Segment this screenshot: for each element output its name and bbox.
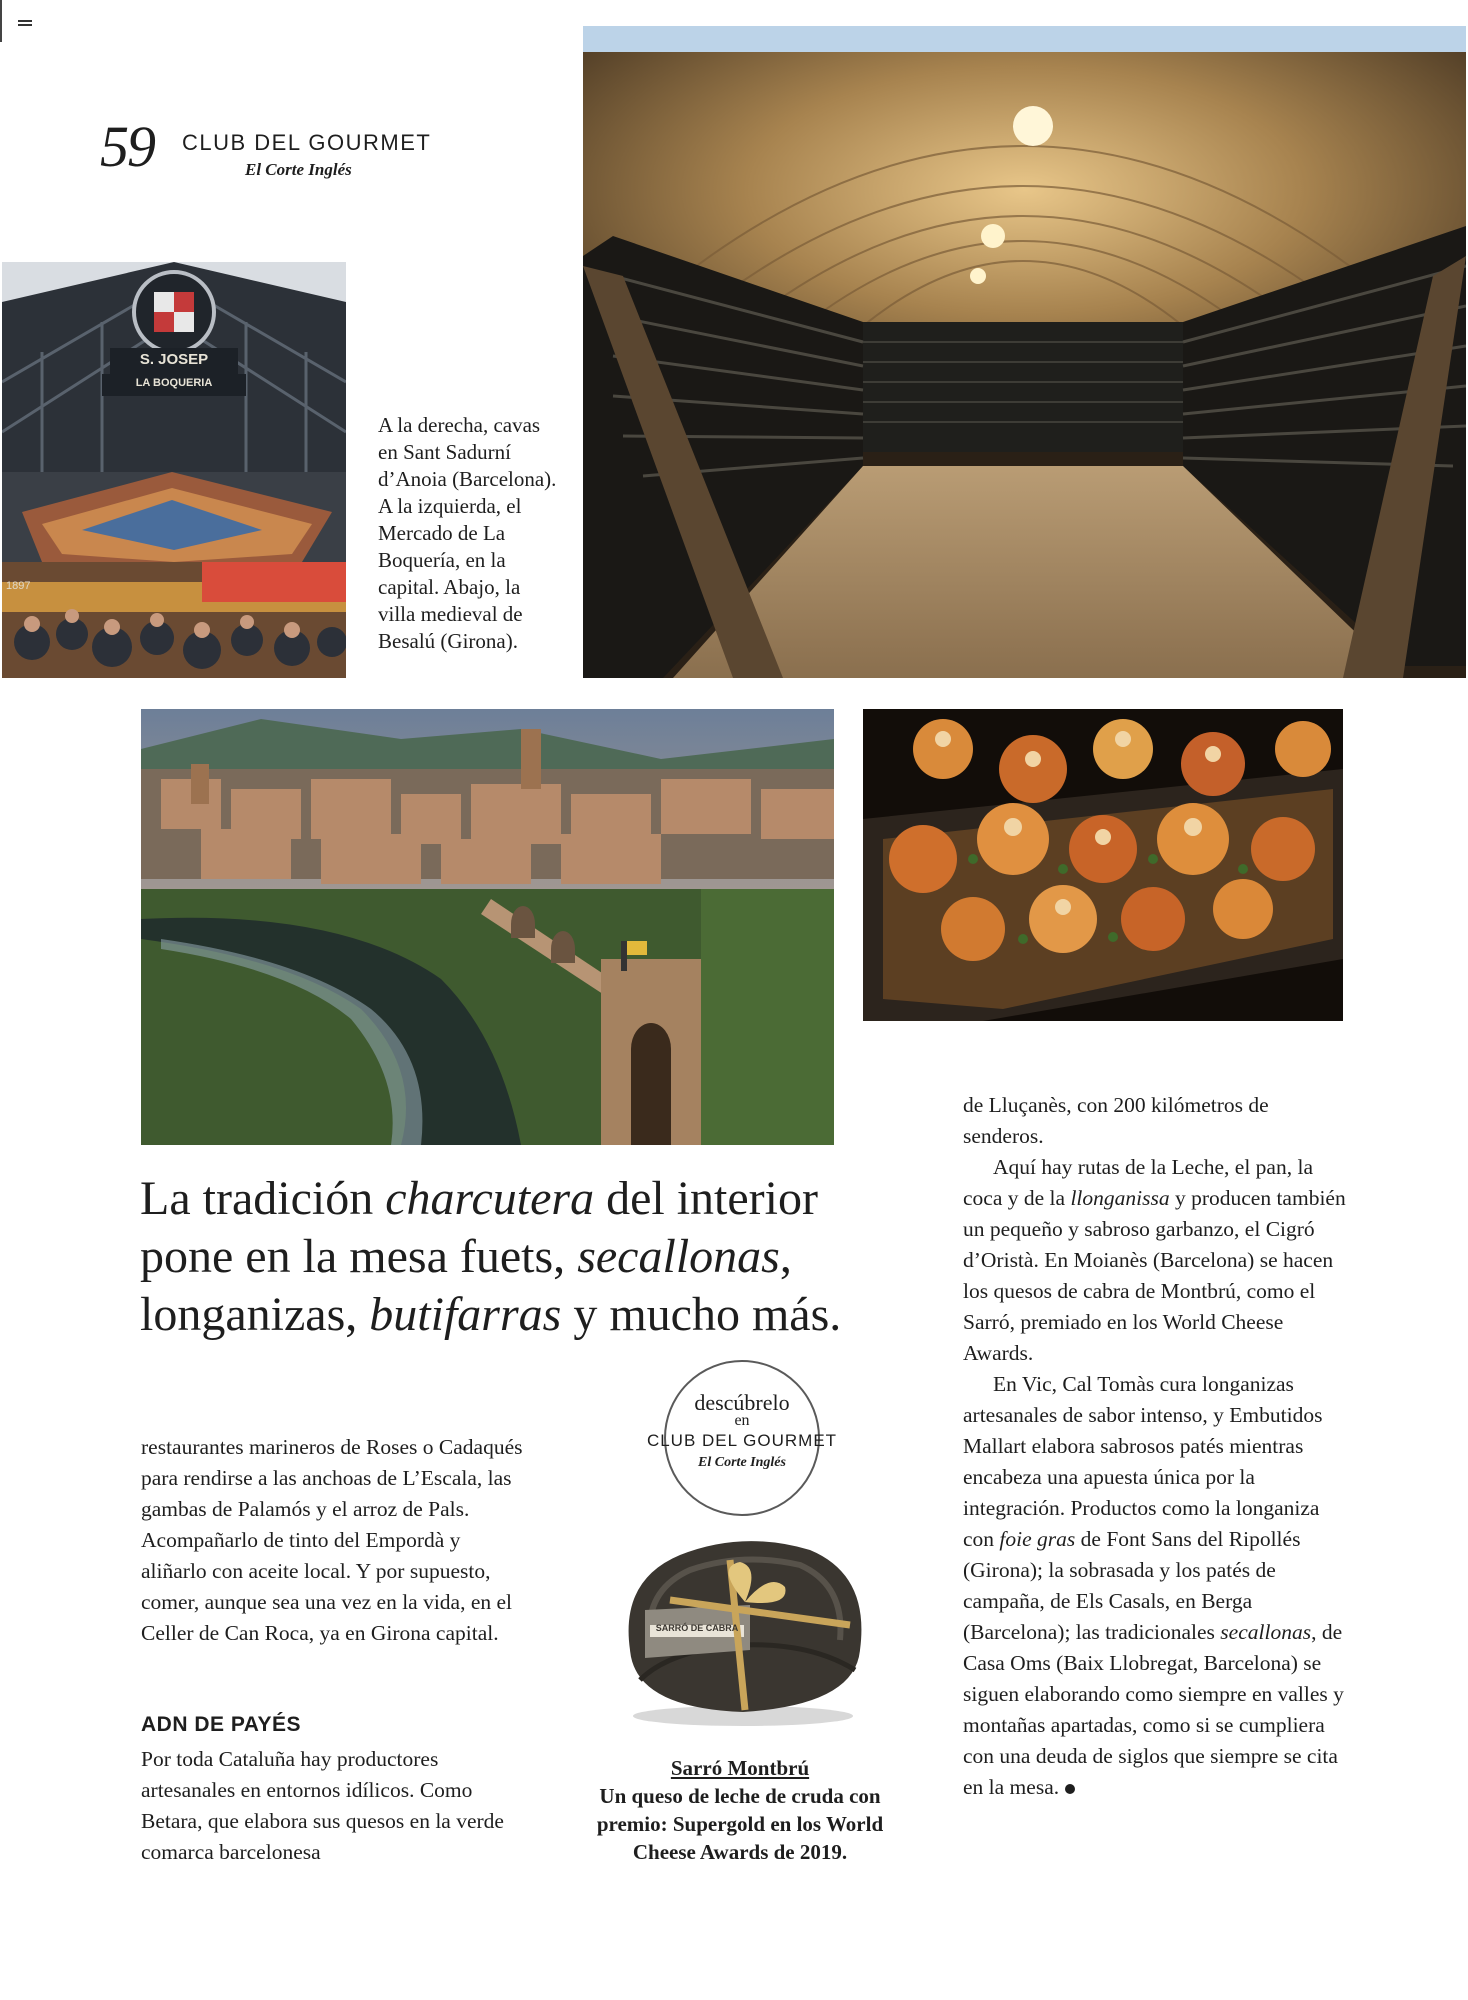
menu-icon[interactable] (18, 20, 32, 30)
club-title: CLUB DEL GOURMET (182, 130, 432, 155)
italic-run: secallonas (1220, 1620, 1312, 1644)
headline-italic2: secallonas (577, 1230, 780, 1283)
body-column-right (963, 1090, 1353, 1803)
besalu-village-photo (141, 709, 834, 1145)
text-run: y producen también un pequeño y sabroso garbanzo, el Cigró d’Oristà. En Moianès (Barcelona) se hacen los quesos de cabra de Montbrú, como el Sarró, premiado en los World Cheese Awards. (963, 1186, 1346, 1365)
badge-brand: El Corte Inglés (698, 1455, 786, 1470)
body-column-left (141, 1432, 531, 1649)
body-paragraph: restaurantes marineros de Roses o Cadaqués para rendirse a las anchoas de L’Escala, las gambas de Palamós y el arroz de Pals. Acompañarlo de tinto del Empordà y aliñarlo con aceite local. Y por supuesto, comer, aunque sea una vez en la vida, en el Celler de Can Roca, ya en Girona capital. (141, 1435, 523, 1645)
headline-part4: y mucho más. (561, 1288, 842, 1341)
page-number: 59 (100, 114, 154, 179)
body-paragraph (963, 1369, 1353, 1803)
tapas-tray-photo (863, 709, 1343, 1021)
page-edge-rule (0, 0, 2, 42)
sarro-cheese-photo (610, 1530, 876, 1730)
badge-en-text: en (734, 1412, 750, 1429)
photo-caption: A la derecha, cavas en Sant Sadurní d’Anoia (Barcelona). A la izquierda, el Mercado de La Boquería, en la capital. Abajo, la villa medieval de Besalú (Girona). (378, 413, 557, 653)
body-column-left-2 (141, 1744, 531, 1868)
body-paragraph: Por toda Cataluña hay productores artesanales en entornos idílicos. Como Betara, que elabora sus quesos en la verde comarca barcelonesa (141, 1747, 504, 1864)
italic-run: llonganissa (1070, 1186, 1170, 1210)
boqueria-market-photo (2, 262, 346, 678)
cheese-label: SARRÓ DE CABRA (655, 1623, 739, 1633)
end-mark (1065, 1784, 1075, 1794)
headline-italic1: charcutera (385, 1172, 595, 1225)
headline-part1: La tradición (140, 1172, 386, 1225)
text-run: , de Casa Oms (Baix Llobregat, Barcelona) se siguen elaborando como siempre en valles y montañas apartadas, como si se cumpliera con una deuda de siglos que siempre se cita en la mesa. (963, 1620, 1344, 1799)
section-subhead: ADN DE PAYÉS (141, 1713, 302, 1736)
brand-logo: El Corte Inglés (245, 160, 352, 179)
text-run: En Vic, Cal Tomàs cura longanizas artesanales de sabor intenso, y Embutidos Mallart elabora sabrosos patés mientras encabeza una apuesta única por la integración. Productos como la longaniza con (963, 1372, 1323, 1551)
boqueria-subsign: LA BOQUERIA (135, 377, 213, 389)
headline-part3: , longanizas, (140, 1230, 792, 1341)
badge-discover-text: descúbrelo (694, 1390, 790, 1415)
product-caption: Un queso de leche de cruda con premio: Supergold en los World Cheese Awards de 2019. (596, 1784, 884, 1864)
text-run: Aquí hay rutas de la Leche, el pan, la coca y de la (963, 1155, 1313, 1210)
boqueria-sign: S. JOSEP (139, 351, 209, 368)
headline-italic3: butifarras (369, 1288, 562, 1341)
text-run: de Font Sans del Ripollés (Girona); la sobrasada y los patés de campaña, de Els Casals, en Berga (Barcelona); las tradicionales (963, 1527, 1301, 1644)
headline-part2: del interior pone en la mesa fuets, (140, 1172, 818, 1283)
boqueria-year: 1897 (6, 580, 31, 592)
italic-run: foie gras (999, 1527, 1076, 1551)
cava-cellar-photo (583, 26, 1466, 678)
body-paragraph: de Lluçanès, con 200 kilómetros de senderos. (963, 1093, 1269, 1148)
product-title[interactable]: Sarró Montbrú (670, 1756, 810, 1780)
badge-club-title: CLUB DEL GOURMET (646, 1431, 838, 1450)
headline (140, 1170, 900, 1344)
body-paragraph (963, 1152, 1353, 1369)
